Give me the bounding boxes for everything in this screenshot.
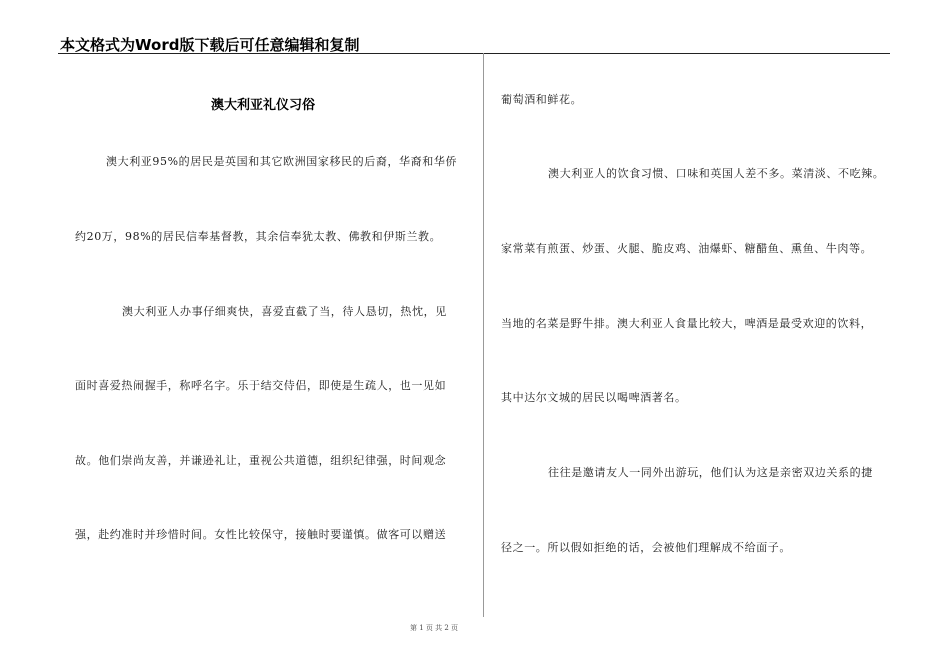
paragraph-line: 葡萄酒和鲜花。 [501,93,583,106]
paragraph-line: 面时喜爱热闹握手，称呼名字。乐于结交侍侣，即使是生疏人，也一见如 [75,379,447,392]
paragraph-line: 澳大利亚人的饮食习惯、口味和英国人差不多。菜清淡、不吃辣。 [548,167,885,180]
paragraph-line: 澳大利亚95%的居民是英国和其它欧洲国家移民的后裔，华裔和华侨 [106,155,458,168]
paragraph-line: 强，赴约准时并珍惜时间。女性比较保守，接触时要谨慎。做客可以赠送 [75,528,447,541]
paragraph-line: 约20万，98%的居民信奉基督教，其余信奉犹太教、佛教和伊斯兰教。 [75,230,442,243]
paragraph-line: 径之一。所以假如拒绝的话，会被他们理解成不给面子。 [501,541,791,554]
page-number: 第 1 页 共 2 页 [410,624,459,632]
paragraph-line: 澳大利亚人办事仔细爽快，喜爱直截了当，待人恳切，热忱，见 [122,305,447,318]
paragraph-line: 往往是邀请友人一同外出游玩，他们认为这是亲密双边关系的捷 [548,466,873,479]
header-title: 本文格式为Word版下载后可任意编辑和复制 [60,36,360,54]
paragraph-line: 故。他们崇尚友善，并谦逊礼让，重视公共道德，组织纪律强，时间观念 [75,454,447,467]
paragraph-line: 其中达尔文城的居民以喝啤酒著名。 [501,391,687,404]
paragraph-line: 家常菜有煎蛋、炒蛋、火腿、脆皮鸡、油爆虾、糖醋鱼、熏鱼、牛肉等。 [501,242,873,255]
document-title: 澳大利亚礼仪习俗 [211,98,316,113]
header-divider [58,53,890,54]
paragraph-line: 当地的名菜是野牛排。澳大利亚人食量比较大，啤酒是最受欢迎的饮料， [501,317,873,330]
column-divider [483,53,484,617]
